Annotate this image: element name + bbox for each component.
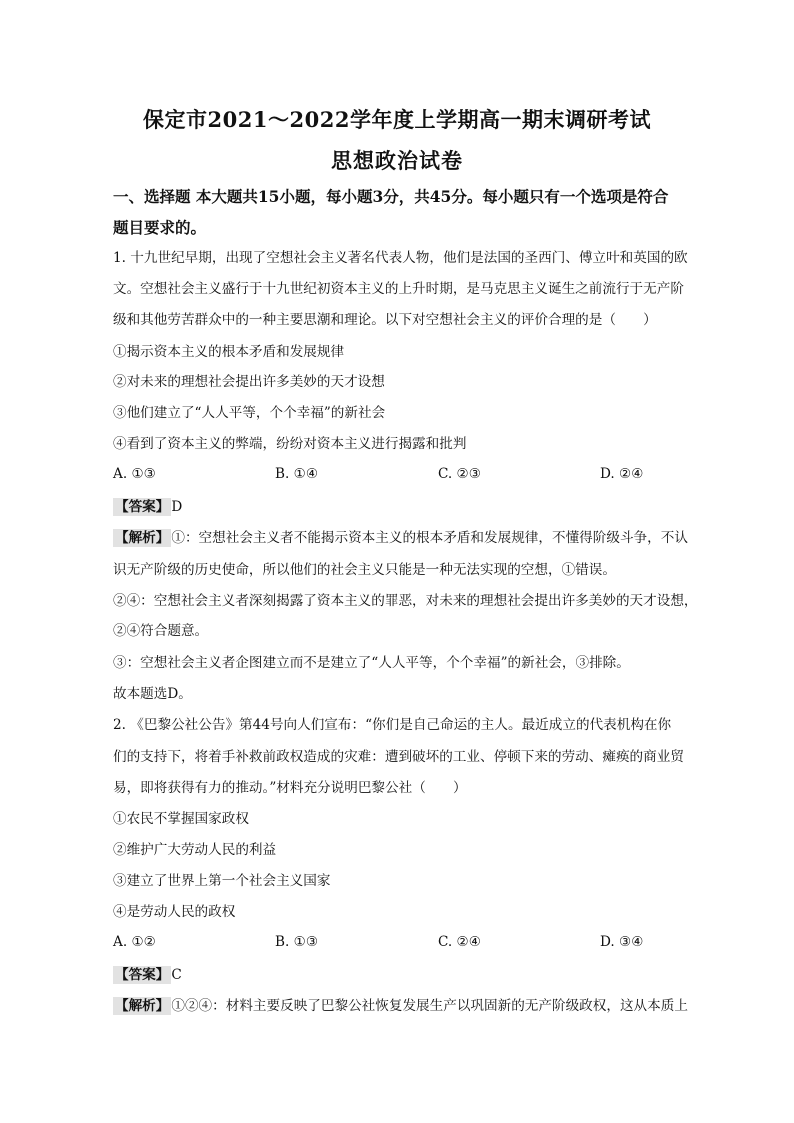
q1-analysis-line: ③：空想社会主义者企图建立而不是建立了“人人平等，个个幸福”的新社会，③排除。 xyxy=(113,655,630,671)
q1-item: ②对未来的理想社会提出许多美妙的天才设想 xyxy=(113,374,385,390)
answer-value: D xyxy=(171,499,183,515)
q1-item: ③他们建立了“人人平等，个个幸福”的新社会 xyxy=(113,405,386,421)
answer-value: C xyxy=(171,967,182,983)
exam-subtitle: 思想政治试卷 xyxy=(331,148,463,173)
q1-stem-line: 级和其他劳苦群众中的一种主要思潮和理论。以下对空想社会主义的评价合理的是（ ） xyxy=(113,312,657,328)
q2-item: ②维护广大劳动人民的利益 xyxy=(113,842,277,858)
q1-item: ①揭示资本主义的根本矛盾和发展规律 xyxy=(113,344,345,360)
analysis-tag: 【解析】 xyxy=(115,530,170,546)
answer-tag: 【答案】 xyxy=(115,967,170,983)
q1-stem-line: 文。空想社会主义盛行于十九世纪初资本主义的上升时期，是马克思主义诞生之前流行于无产阶 xyxy=(113,281,684,297)
q1-answer xyxy=(113,497,701,517)
q2-item: ④是劳动人民的政权 xyxy=(113,904,236,920)
q2-answer xyxy=(113,965,701,985)
answer-tag: 【答案】 xyxy=(115,499,170,515)
q1-analysis-line xyxy=(113,528,701,548)
exam-title: 保定市2021～2022学年度上学期高一期末调研考试 xyxy=(143,107,651,132)
q2-option-c: C. ②④ xyxy=(438,934,481,950)
q1-item: ④看到了资本主义的弊端，纷纷对资本主义进行揭露和批判 xyxy=(113,436,467,452)
analysis-tag: 【解析】 xyxy=(115,998,170,1014)
q2-stem-line: 易，即将获得有力的推动。”材料充分说明巴黎公社（ ） xyxy=(113,780,467,796)
q2-options xyxy=(113,934,703,954)
q2-item: ①农民不掌握国家政权 xyxy=(113,811,249,827)
q2-option-b: B. ①③ xyxy=(275,934,319,950)
q1-option-b: B. ①④ xyxy=(275,466,319,482)
q2-stem-line: 2. 《巴黎公社公告》第44号向人们宣布：“你们是自己命运的主人。最近成立的代表机构在你 xyxy=(113,717,672,733)
q1-option-d: D. ②④ xyxy=(600,466,644,482)
q2-item: ③建立了世界上第一个社会主义国家 xyxy=(113,873,331,889)
q1-analysis-line: 故本题选D。 xyxy=(113,686,192,702)
q1-option-c: C. ②③ xyxy=(438,466,481,482)
q2-option-a: A. ①② xyxy=(113,934,156,950)
q1-analysis-line: ②④：空想社会主义者深刻揭露了资本主义的罪恶，对未来的理想社会提出许多美妙的天才设想， xyxy=(113,593,698,609)
section-heading-line: 一、选择题 本大题共15小题，每小题3分，共45分。每小题只有一个选项是符合 xyxy=(113,187,669,206)
q2-stem-line: 们的支持下，将着手补救前政权造成的灾难：遭到破坏的工业、停顿下来的劳动、瘫痪的商业贸 xyxy=(113,749,684,765)
q1-options xyxy=(113,466,703,486)
q1-analysis-line: ②④符合题意。 xyxy=(113,623,209,639)
analysis-text: ①②④：材料主要反映了巴黎公社恢复发展生产以巩固新的无产阶级政权，这从本质上 xyxy=(171,998,688,1014)
analysis-text: ①：空想社会主义者不能揭示资本主义的根本矛盾和发展规律，不懂得阶级斗争，不认 xyxy=(171,530,688,546)
q1-stem-line: 1. 十九世纪早期，出现了空想社会主义著名代表人物，他们是法国的圣西门、傅立叶和英国的欧 xyxy=(113,250,688,266)
q1-analysis-line: 识无产阶级的历史使命，所以他们的社会主义只能是一种无法实现的空想，①错误。 xyxy=(113,562,616,578)
section-heading xyxy=(113,181,703,243)
q2-analysis-line xyxy=(113,996,701,1016)
section-heading-line: 题目要求的。 xyxy=(113,218,207,237)
q2-option-d: D. ③④ xyxy=(600,934,644,950)
q1-option-a: A. ①③ xyxy=(113,466,156,482)
